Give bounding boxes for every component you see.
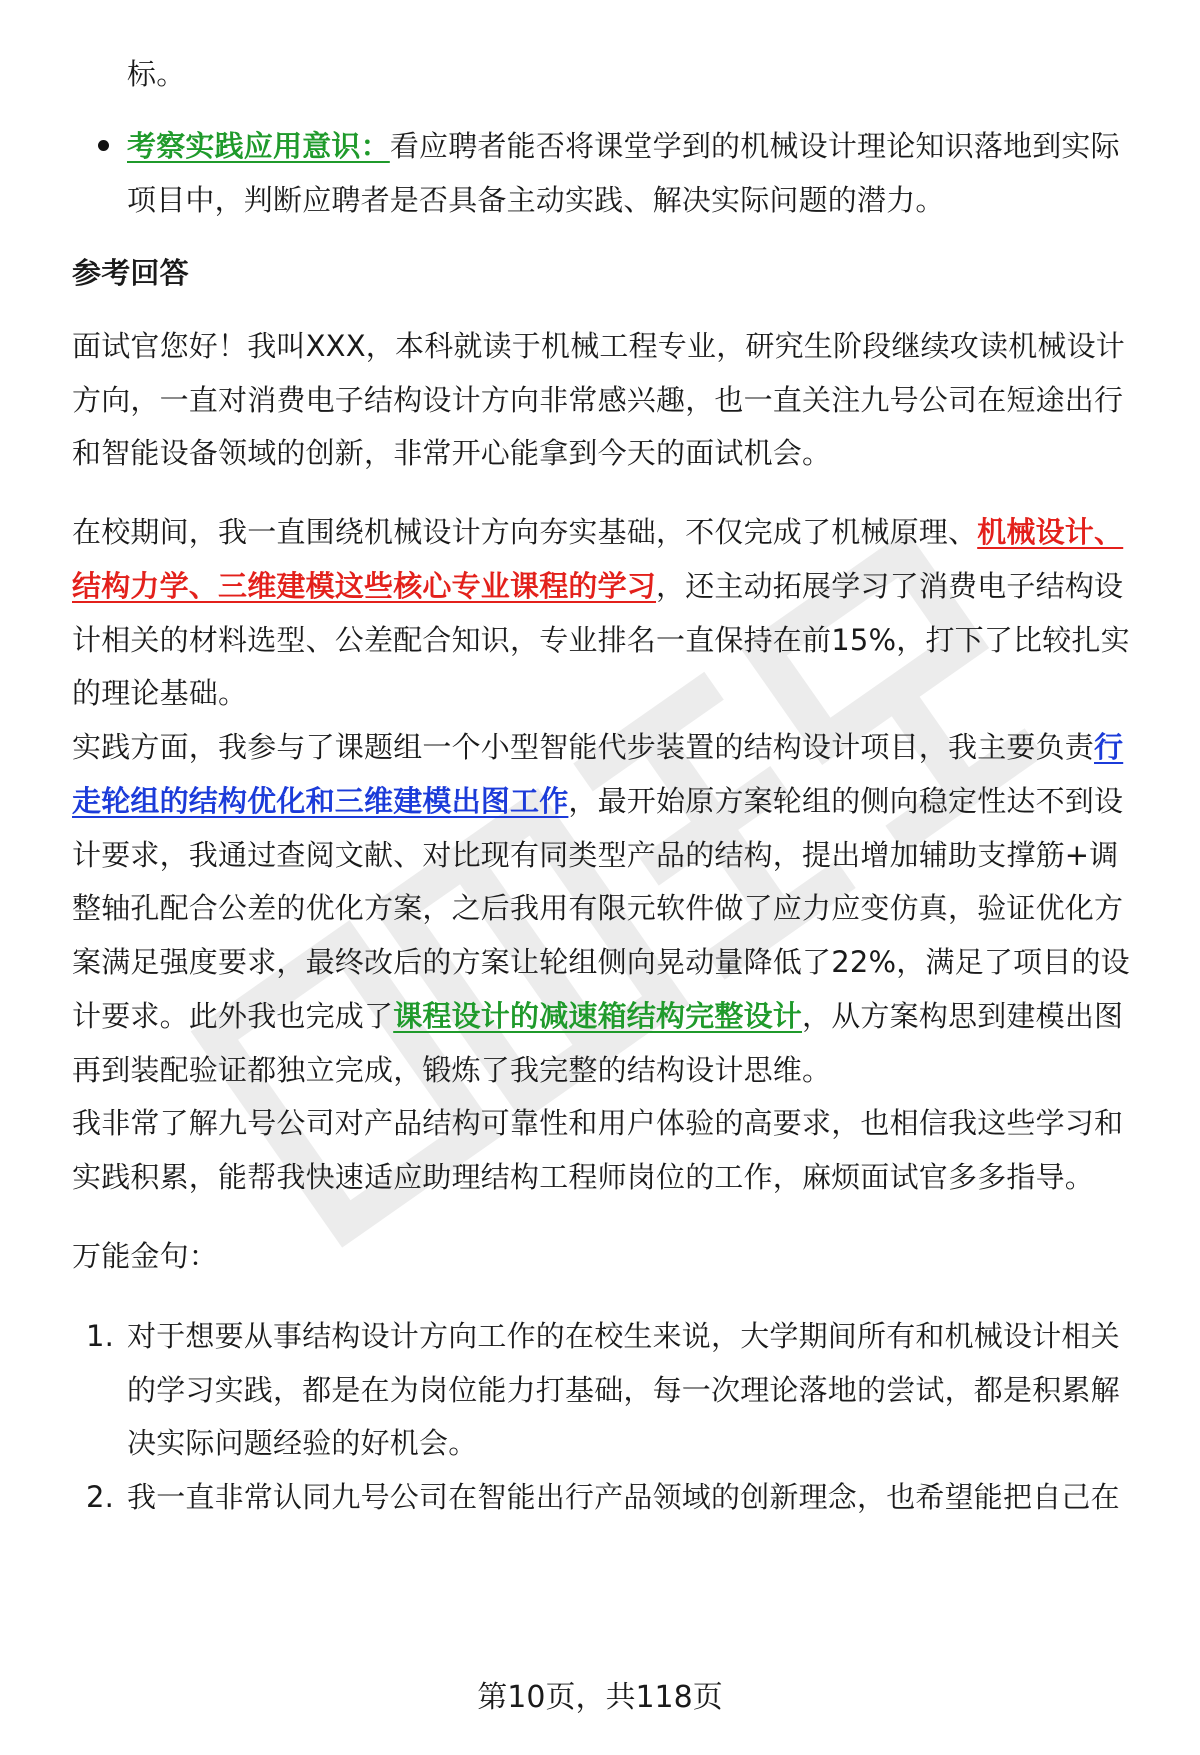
paragraph-line: 的理论基础。 (72, 676, 248, 710)
paragraph-line: 计要求，我通过查阅文献、对比现有同类型产品的结构，提出增加辅助支撑筋+调 (72, 838, 1119, 872)
highlight-red: 结构力学、三维建模这些核心专业课程的学习 (72, 569, 657, 603)
text-span: ，从方案构思到建模出图 (802, 999, 1124, 1033)
list-item-line: 我一直非常认同九号公司在智能出行产品领域的创新理念，也希望能把自己在 (127, 1480, 1120, 1514)
paragraph-line: 案满足强度要求，最终改后的方案让轮组侧向晃动量降低了22%，满足了项目的设 (72, 945, 1130, 979)
paragraph-line: 万能金句： (72, 1239, 219, 1273)
highlight-green: 考察实践应用意识： (127, 129, 390, 163)
paragraph-line: 我非常了解九号公司对产品结构可靠性和用户体验的高要求，也相信我这些学习和 (72, 1106, 1124, 1140)
bullet-item-line: 项目中，判断应聘者是否具备主动实践、解决实际问题的潜力。 (127, 183, 945, 217)
paragraph-line: 标。 (127, 57, 186, 91)
paragraph-line (72, 512, 1123, 552)
text-span: 在校期间，我一直围绕机械设计方向夯实基础，不仅完成了机械原理、 (72, 515, 978, 549)
text-span: ，还主动拓展学习了消费电子结构设 (656, 569, 1124, 603)
paragraph-line (72, 996, 1123, 1036)
paragraph-line (72, 781, 1123, 821)
bullet-dot (98, 140, 109, 151)
list-item-line: 对于想要从事结构设计方向工作的在校生来说，大学期间所有和机械设计相关 (127, 1319, 1120, 1353)
paragraph-line (72, 566, 1123, 606)
paragraph-line (72, 727, 1123, 767)
paragraph-line: 再到装配验证都独立完成，锻炼了我完整的结构设计思维。 (72, 1053, 832, 1087)
text-span: 实践方面，我参与了课题组一个小型智能代步装置的结构设计项目，我主要负责 (72, 730, 1095, 764)
highlight-red: 机械设计、 (977, 515, 1124, 549)
paragraph-line: 计相关的材料选型、公差配合知识，专业排名一直保持在前15%，打下了比较扎实 (72, 623, 1130, 657)
paragraph-line: 面试官您好！我叫XXX，本科就读于机械工程专业，研究生阶段继续攻读机械设计 (72, 329, 1126, 363)
page-number-footer: 第10页，共118页 (477, 1680, 723, 1715)
paragraph-line: 方向，一直对消费电子结构设计方向非常感兴趣，也一直关注九号公司在短途出行 (72, 383, 1124, 417)
paragraph-line: 实践积累，能帮我快速适应助理结构工程师岗位的工作，麻烦面试官多多指导。 (72, 1160, 1095, 1194)
text-span: 计要求。此外我也完成了 (72, 999, 394, 1033)
section-heading: 参考回答 (72, 256, 189, 290)
paragraph-line: 和智能设备领域的创新，非常开心能拿到今天的面试机会。 (72, 436, 832, 470)
list-item-line: 的学习实践，都是在为岗位能力打基础，每一次理论落地的尝试，都是积累解 (127, 1373, 1120, 1407)
text-span: 看应聘者能否将课堂学到的机械设计理论知识落地到实际 (389, 129, 1120, 163)
highlight-blue: 行 (1094, 730, 1124, 764)
highlight-green: 课程设计的减速箱结构完整设计 (393, 999, 803, 1033)
bullet-item-line (127, 126, 1120, 166)
text-span: ，最开始原方案轮组的侧向稳定性达不到设 (568, 784, 1124, 818)
list-item-line: 决实际问题经验的好机会。 (127, 1426, 478, 1460)
list-number: 2. (86, 1480, 115, 1514)
list-number: 1. (86, 1319, 115, 1353)
highlight-blue: 走轮组的结构优化和三维建模出图工作 (72, 784, 569, 818)
paragraph-line: 整轴孔配合公差的优化方案，之后我用有限元软件做了应力应变仿真，验证优化方 (72, 891, 1124, 925)
